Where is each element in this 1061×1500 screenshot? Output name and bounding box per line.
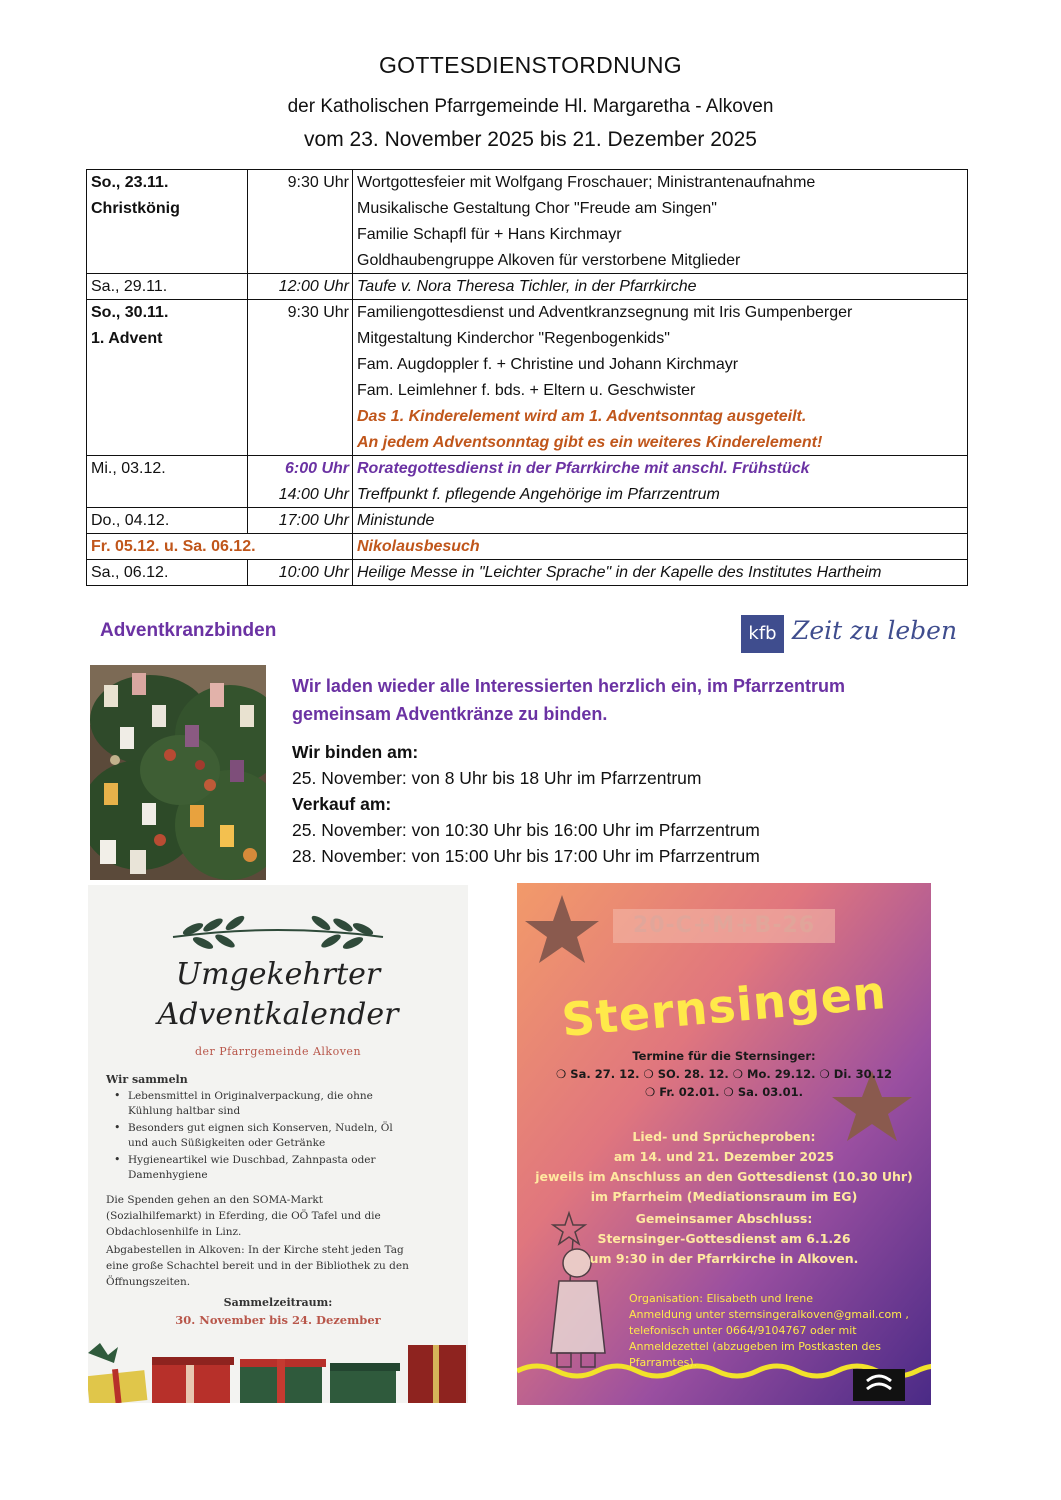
table-row xyxy=(87,248,968,274)
table-row xyxy=(87,170,968,196)
rehearsal-text: am 14. und 21. Dezember 2025 xyxy=(613,1149,835,1164)
table-row xyxy=(87,482,968,508)
event-cell: Fam. Leimlehner f. bds. + Eltern u. Geschwister xyxy=(353,378,968,404)
date-cell: Do., 04.12. xyxy=(87,508,248,534)
table-row xyxy=(87,222,968,248)
table-row xyxy=(87,534,968,560)
bullet-dot: • xyxy=(114,1089,121,1102)
calendar-title: Adventkalender xyxy=(157,997,399,1032)
date-cell: Fr. 05.12. u. Sa. 06.12. xyxy=(87,534,353,560)
sternsingen-title: Sternsingen xyxy=(559,964,889,1048)
bind-date: 25. November: von 8 Uhr bis 18 Uhr im Pfarrzentrum xyxy=(292,768,702,788)
adventkranz-intro: Wir laden wieder alle Interessierten herzlich ein, im Pfarrzentrum xyxy=(292,676,846,696)
dates-label: Termine für die Sternsinger: xyxy=(632,1049,816,1063)
rehearsal-text: Lied- und Sprücheproben: xyxy=(632,1129,816,1144)
sale-date: 25. November: von 10:30 Uhr bis 16:00 Uhr im Pfarrzentrum xyxy=(292,820,760,840)
organisation-text: Organisation: Elisabeth und Irene Anmeldung unter sternsingeralkoven@gmail.com , telefonisch unter 0664/9104767 oder mit Anmeldezettel (abzugeben im Postkasten des Pfarramtes). xyxy=(629,1292,909,1369)
calendar-subtitle: der Pfarrgemeinde Alkoven xyxy=(194,1045,362,1058)
collect-label: Wir sammeln xyxy=(106,1073,188,1086)
table-row xyxy=(87,508,968,534)
event-cell: Taufe v. Nora Theresa Tichler, in der Pfarrkirche xyxy=(353,274,968,300)
bullet-dot: • xyxy=(114,1121,121,1134)
kfb-logo-box: kfb xyxy=(741,615,784,653)
table-row xyxy=(87,196,968,222)
event-cell: Wortgottesfeier mit Wolfgang Froschauer; Ministrantenaufnahme xyxy=(353,170,968,196)
day-cell: Christkönig xyxy=(87,196,248,222)
rehearsal-text: im Pfarrheim (Mediationsraum im EG) xyxy=(590,1189,858,1204)
date-cell: So., 30.11. xyxy=(87,300,248,326)
day-cell: 1. Advent xyxy=(87,326,248,352)
table-row xyxy=(87,326,968,352)
gift-boxes-icon xyxy=(88,1333,468,1403)
event-cell: Treffpunkt f. pflegende Angehörige im Pfarrzentrum xyxy=(353,482,968,508)
list-item: Lebensmittel in Originalverpackung, die ohne Kühlung haltbar sind xyxy=(128,1090,373,1117)
collection-period: 30. November bis 24. Dezember xyxy=(175,1313,381,1327)
date-cell: Mi., 03.12. xyxy=(87,456,248,482)
rehearsal-text: jeweils im Anschluss an den Gottesdienst (10.30 Uhr) xyxy=(535,1169,913,1184)
kfb-logo xyxy=(741,614,958,654)
table-row xyxy=(87,300,968,326)
sale-label: Verkauf am: xyxy=(292,794,392,814)
table-row xyxy=(87,430,968,456)
table-row xyxy=(87,352,968,378)
date-cell: Sa., 29.11. xyxy=(87,274,248,300)
dates-line: ❍ Fr. 02.01. ❍ Sa. 03.01. xyxy=(644,1085,804,1099)
dates-line: ❍ Sa. 27. 12. ❍ SO. 28. 12. ❍ Mo. 29.12. ❍ Di. 30.12 xyxy=(555,1067,893,1081)
date-cell: Sa., 06.12. xyxy=(87,560,248,586)
time-cell: 9:30 Uhr xyxy=(248,300,353,326)
period-label: Sammelzeitraum: xyxy=(223,1296,333,1309)
page-title: GOTTESDIENSTORDNUNG xyxy=(378,52,682,78)
parish-name: der Katholischen Pfarrgemeinde Hl. Margaretha - Alkoven xyxy=(287,96,774,117)
event-cell: Familiengottesdienst und Adventkranzsegnung mit Iris Gumpenberger xyxy=(353,300,968,326)
event-cell: Das 1. Kinderelement wird am 1. Adventsonntag ausgeteilt. xyxy=(353,404,968,430)
time-cell: 9:30 Uhr xyxy=(248,170,353,196)
event-cell: An jedem Adventsonntag gibt es ein weiteres Kinderelement! xyxy=(353,430,968,456)
event-cell: Nikolausbesuch xyxy=(353,534,968,560)
period: vom 23. November 2025 bis 21. Dezember 2025 xyxy=(304,128,757,151)
blessing-formula: 20-C+M+B-26 xyxy=(632,913,816,938)
reverse-advent-calendar-flyer xyxy=(88,885,468,1403)
time-cell: 10:00 Uhr xyxy=(248,560,353,586)
table-row xyxy=(87,274,968,300)
event-cell: Familie Schapfl für + Hans Kirchmayr xyxy=(353,222,968,248)
table-row xyxy=(87,404,968,430)
dropoff-text: Abgabestellen in Alkoven: In der Kirche steht jeden Tag eine große Schachtel bereit und in der Bibliothek zu den Öffnungszeiten. xyxy=(106,1244,409,1288)
date-cell: So., 23.11. xyxy=(87,170,248,196)
table-row xyxy=(87,456,968,482)
table-row xyxy=(87,378,968,404)
event-cell: Musikalische Gestaltung Chor "Freude am Singen" xyxy=(353,196,968,222)
adventkranz-intro: gemeinsam Adventkränze zu binden. xyxy=(292,704,608,724)
event-cell: Fam. Augdoppler f. + Christine und Johann Kirchmayr xyxy=(353,352,968,378)
olive-branch-icon xyxy=(163,915,393,955)
event-cell: Rorategottesdienst in der Pfarrkirche mit anschl. Frühstück xyxy=(353,456,968,482)
time-cell: 6:00 Uhr xyxy=(248,456,353,482)
time-cell: 14:00 Uhr xyxy=(248,482,353,508)
event-cell: Heilige Messe in "Leichter Sprache" in der Kapelle des Institutes Hartheim xyxy=(353,560,968,586)
rehearsal-text: um 9:30 in der Pfarrkirche in Alkoven. xyxy=(589,1251,859,1266)
sale-date: 28. November: von 15:00 Uhr bis 17:00 Uhr im Pfarrzentrum xyxy=(292,846,760,866)
time-cell: 12:00 Uhr xyxy=(248,274,353,300)
donation-text: Die Spenden gehen an den SOMA-Markt (Sozialhilfemarkt) in Eferding, die OÖ Tafel und die Obdachlosenhilfe in Linz. xyxy=(106,1194,381,1238)
rehearsal-text: Sternsinger-Gottesdienst am 6.1.26 xyxy=(597,1231,851,1246)
bullet-dot: • xyxy=(114,1153,121,1166)
sternsingen-flyer xyxy=(517,883,931,1405)
schedule-table xyxy=(86,169,968,586)
list-item: Besonders gut eignen sich Konserven, Nudeln, Öl und auch Süßigkeiten oder Getränke xyxy=(128,1122,393,1149)
section-title: Adventkranzbinden xyxy=(100,620,277,641)
event-cell: Ministunde xyxy=(353,508,968,534)
kfb-slogan: Zeit zu leben xyxy=(792,616,958,645)
advent-wreath-photo xyxy=(90,665,266,880)
time-cell: 17:00 Uhr xyxy=(248,508,353,534)
event-cell: Goldhaubengruppe Alkoven für verstorbene Mitglieder xyxy=(353,248,968,274)
list-item: Hygieneartikel wie Duschbad, Zahnpasta oder Damenhygiene xyxy=(128,1154,376,1181)
bind-label: Wir binden am: xyxy=(292,742,419,762)
table-row xyxy=(87,560,968,586)
rehearsal-text: Gemeinsamer Abschluss: xyxy=(635,1211,813,1226)
calendar-title: Umgekehrter xyxy=(175,957,381,992)
event-cell: Mitgestaltung Kinderchor "Regenbogenkids" xyxy=(353,326,968,352)
